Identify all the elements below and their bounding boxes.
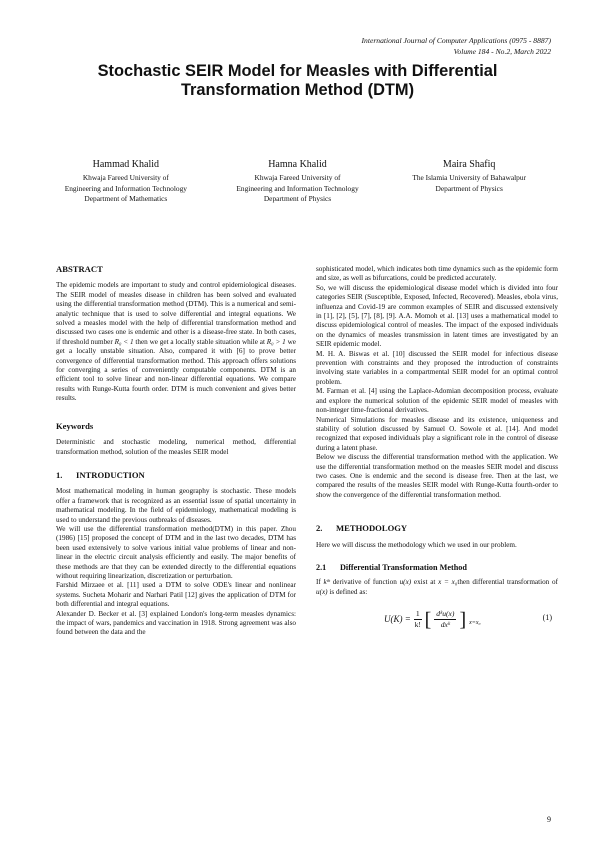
paragraph: We will use the differential transformation method(DTM) in this paper. Zhou (1986) [15] proposed the concept of DTM and in the last two decades, DTM has been used extensively to solve various initial value problems of linear and non-linear in the electric circuit analysis efficiently and easily. The major benefits of these methods are that they can be extended directly to the differential equations without requiring linearization, discretization or perturbation. [56,524,296,580]
denominator: k! [414,620,421,630]
evaluation-subscript: x=x₀ [469,619,481,626]
section-number: 1. [56,469,63,480]
author-affiliation: Khwaja Fareed University of [254,173,341,182]
text-part: then differential transformation of [457,578,558,587]
paragraph: Here we will discuss the methodology which we used in our problem. [316,540,517,549]
right-column [316,265,558,639]
text-part: derivative of function [332,578,397,587]
paragraph: Below we discuss the differential transformation method with the application. We use the differential transformation method on the measles SEIR model and discuss two cases. One is endemic and the second is disease free. Then at the last, we compared the results of the measles SEIR model with Runge-Kutta fourth-order to show the convergence of the differential transformation method. [316,453,558,499]
fraction [414,609,422,630]
author-affiliation: Engineering and Information Technology [64,183,187,193]
math-k: kᵗʰ [323,578,330,587]
equation-label: (1) [542,613,552,623]
introduction-heading [56,471,296,480]
paragraph: Numerical Simulations for measles disease and its existence, uniqueness and stability of solution discussed by Samuel O. Sowole et al. [14]. And model recognized that exposed individuals play a significant role in the control of disease during a latent phase. [316,415,558,452]
section-title: METHODOLOGY [336,523,408,534]
denominator: dxᵏ [440,620,451,630]
paragraph: Most mathematical modeling in human geography is stochastic. These models offer a framework that is recognized as an essential issue of spatial uncertainty in mathematical modeling. In the field of epidemiology, mathematical modeling is used to understand the previous outbreaks of diseases. [56,487,296,524]
keywords-text: Deterministic and stochastic modeling, numerical method, differential transformation method, solution of the measles SEIR model [56,438,296,456]
author-name: Hamna Khalid [268,159,327,170]
subsection-heading [316,563,558,572]
keywords-heading: Keywords [56,420,94,431]
numerator: 1 [415,609,420,619]
journal-volume: Volume 184 - No.2, March 2022 [453,47,551,56]
paragraph: sophisticated model, which indicates both time dynamics such as the epidemic form and size, as well as bifurcations, could be predicted accurately. [316,265,558,283]
bracket-close: ] [459,608,467,631]
journal-header [362,35,551,57]
derivative-fraction [434,609,456,630]
section-title: INTRODUCTION [76,469,145,480]
r0-inequality: R₀ > 1 [266,337,286,346]
abstract-text-part: The epidemic models are important to study and control epidemiological diseases. The SEIR model of measles disease in children has been solved and evaluated using the differential transformation method (DTM). This is a numerical and semi-analytic technique that is used to solve differential and integral equations. We solved a measles model with the help of differential transformation method and discussed two cases one is endemic and other is a disease-free state. In both cases, if threshold number [56,281,296,346]
numerator: dᵏu(x) [436,609,455,619]
author-department: Department of Physics [263,194,332,204]
definition-text [316,578,558,597]
math-x: x = x₀ [438,578,458,587]
abstract-heading: ABSTRACT [56,264,103,274]
abstract-text-part: we get a locally unstable situation. Also, compared it with [6] to prove better convergence of differential transformation method. This approach offers solutions for converging a series of conveniently computable components. DTM is an efficient tool to solve linear and non-linear differential equations. We compare results with Runge-Kutta fourth order. DTM is much convenient and gives better results. [56,337,296,403]
author-affiliation: The Islamia University of Bahawalpur [412,173,527,182]
paragraph: So, we will discuss the epidemiological disease model which is divided into four categories SEIR (Susceptible, Exposed, Infected, Recovered). Measles, ebola virus, influenza and Covid-19 are common examples of SEIR and discussed extensively in [1], [2], [5], [7], [8], [9]. A.A. Momoh et al. [13] uses a mathematical model to discuss epidemiological control of measles. The impact of the exposed individuals on the dynamics of measles transmission in latent times are investigated by an SEIR epidemic model. [316,283,558,349]
journal-name: International Journal of Computer Applications (0975 - 8887) [361,36,551,45]
paper-title: Stochastic SEIR Model for Measles with Differential Transformation Method (DTM) [97,62,498,99]
equation-1 [316,605,558,639]
author-affiliation: Khwaja Fareed University of [82,173,169,182]
text-part: exist at [413,578,436,587]
author-3 [383,158,555,205]
methodology-heading [316,524,558,533]
author-2 [212,158,384,205]
left-column [56,265,296,638]
author-affiliation: Engineering and Information Technology [236,183,359,193]
subsection-title: Differential Transformation Method [340,562,467,572]
paragraph: M. H. A. Biswas et al. [10] discussed the SEIR model for infectious disease prevention with constraints and they proposed the introduction of constraints involving state variables in a compartmental SEIR model for an optimal control problem. [316,349,558,386]
paragraph: Alexander D. Becker et al. [3] explained London's long-term measles dynamics: the impact of wars, pandemics and vaccination in 1918. Strong agreement was also found between the data and the [56,609,296,637]
text-part: is defined as: [329,587,368,596]
paragraph: Farshid Mirzaee et al. [11] used a DTM to solve ODE's linear and nonlinear systems. Sucheta Moharir and Narhari Patil [12] gives the application of DTM for both differential and integral equations. [56,581,296,609]
author-department: Department of Mathematics [84,194,168,204]
author-department: Department of Physics [435,183,503,193]
subsection-number: 2.1 [316,562,327,572]
author-block [40,158,555,205]
bracket-open: [ [424,608,432,631]
page-number: 9 [547,815,551,824]
equation-lhs: U(K) = [384,613,411,624]
author-name: Hammad Khalid [92,159,160,170]
section-number: 2. [316,523,323,534]
r0-inequality: R₀ < 1 [114,337,134,346]
math-u: u(x) [399,578,412,587]
abstract-text [56,281,296,403]
author-name: Maira Shafiq [442,159,496,170]
author-1 [40,158,212,205]
text-part: If [316,578,321,587]
math-u: u(x) [316,587,328,596]
equation-body [384,609,481,630]
abstract-text-part: then we get a locally stable situation while at [135,337,265,346]
paragraph: M. Farman et al. [4] using the Laplace-Adomian decomposition process, evaluate and explore the numerical solution of the epidemic SEIR model of measles with non-integer time-fractional derivatives. [316,387,558,415]
